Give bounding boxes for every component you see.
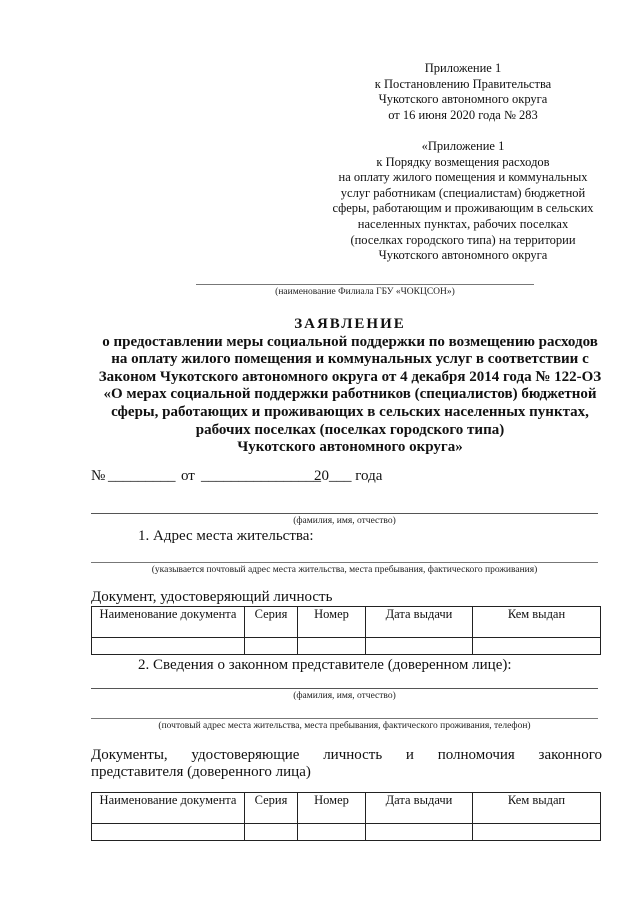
id-document-label: Документ, удостоверяющий личность	[91, 589, 333, 605]
appendix-1-block	[300, 61, 626, 123]
cell-number[interactable]	[298, 638, 366, 655]
title-line: сферы, работающих и проживающих в сельских населенных пунктах,	[111, 403, 589, 420]
header-issued-by: Кем выдан	[473, 607, 601, 638]
id-document-table	[91, 606, 601, 655]
table-header-row	[92, 607, 601, 638]
rep-docs-line-1: Документы, удостоверяющие личность и полномочия законного	[91, 747, 602, 763]
section-1-heading: 1. Адрес места жительства:	[138, 528, 314, 544]
section-2-heading: 2. Сведения о законном представителе (доверенном лице):	[138, 657, 512, 673]
branch-name-line	[196, 284, 534, 285]
appendix-2-line: (поселках городского типа) на территории	[350, 232, 576, 247]
rep-document-table	[91, 792, 601, 841]
header-issued-by: Кем выдап	[473, 793, 601, 824]
fio-line	[91, 513, 598, 514]
table-row	[92, 638, 601, 655]
branch-caption: (наименование Филиала ГБУ «ЧОКЦСОН»)	[275, 287, 455, 297]
title-line: на оплату жилого помещения и коммунальных услуг в соответствии с	[111, 351, 589, 368]
title-heading: ЗАЯВЛЕНИЕ	[294, 316, 406, 332]
appendix-2-line: услуг работникам (специалистам) бюджетной	[340, 185, 586, 200]
title-line: о предоставлении меры социальной поддержки по возмещению расходов	[102, 333, 598, 350]
from-label: от	[181, 468, 195, 484]
cell-number[interactable]	[298, 824, 366, 841]
header-doc-name: Наименование документа	[92, 607, 245, 638]
rep-address-caption: (почтовый адрес места жительства, места пребывания, фактического проживания, телефон)	[158, 721, 531, 731]
cell-issued-by[interactable]	[473, 824, 601, 841]
header-number: Номер	[298, 793, 366, 824]
header-series: Серия	[245, 793, 298, 824]
appendix-1-line: Чукотского автономного округа	[378, 92, 548, 107]
appendix-1-line: от 16 июня 2020 года № 283	[388, 107, 538, 122]
date-blank: ________________	[201, 468, 321, 484]
header-issue-date: Дата выдачи	[366, 793, 473, 824]
address-caption: (указывается почтовый адрес места жительства, места пребывания, фактического проживания)	[151, 565, 538, 575]
document-title	[60, 316, 640, 457]
title-line: Законом Чукотского автономного округа от 4 декабря 2014 года № 122-ОЗ	[98, 368, 602, 385]
number-sign: №	[91, 468, 106, 484]
cell-series[interactable]	[245, 638, 298, 655]
header-doc-name: Наименование документа	[92, 793, 245, 824]
header-series: Серия	[245, 607, 298, 638]
table-row	[92, 824, 601, 841]
appendix-2-line: к Порядку возмещения расходов	[376, 154, 550, 169]
cell-issued-by[interactable]	[473, 638, 601, 655]
appendix-2-line: сферы, работающим и проживающим в сельских	[332, 201, 594, 216]
title-line: рабочих поселках (поселках городского типа)	[195, 421, 505, 438]
rep-address-line	[91, 718, 598, 719]
header-number: Номер	[298, 607, 366, 638]
rep-docs-line-2: представителя (доверенного лица)	[91, 764, 311, 780]
cell-doc-name[interactable]	[92, 638, 245, 655]
cell-series[interactable]	[245, 824, 298, 841]
appendix-1-line: к Постановлению Правительства	[374, 76, 552, 91]
cell-issue-date[interactable]	[366, 638, 473, 655]
title-line: Чукотского автономного округа»	[237, 439, 463, 456]
appendix-2-line: на оплату жилого помещения и коммунальных	[338, 170, 588, 185]
appendix-2-line: «Приложение 1	[421, 139, 505, 153]
cell-issue-date[interactable]	[366, 824, 473, 841]
table-header-row	[92, 793, 601, 824]
rep-fio-line	[91, 688, 598, 689]
appendix-2-line: населенных пунктах, рабочих поселках	[357, 216, 569, 231]
appendix-2-block	[300, 139, 626, 264]
year-label: 20___ года	[314, 468, 383, 484]
cell-doc-name[interactable]	[92, 824, 245, 841]
address-line	[91, 562, 598, 563]
title-line: «О мерах социальной поддержки работников (специалистов) бюджетной	[103, 386, 597, 403]
rep-fio-caption: (фамилия, имя, отчество)	[293, 691, 396, 701]
number-blank: _________	[108, 468, 176, 484]
appendix-1-line: Приложение 1	[424, 61, 502, 75]
appendix-2-line: Чукотского автономного округа	[378, 248, 548, 263]
header-issue-date: Дата выдачи	[366, 607, 473, 638]
fio-caption: (фамилия, имя, отчество)	[293, 516, 396, 526]
